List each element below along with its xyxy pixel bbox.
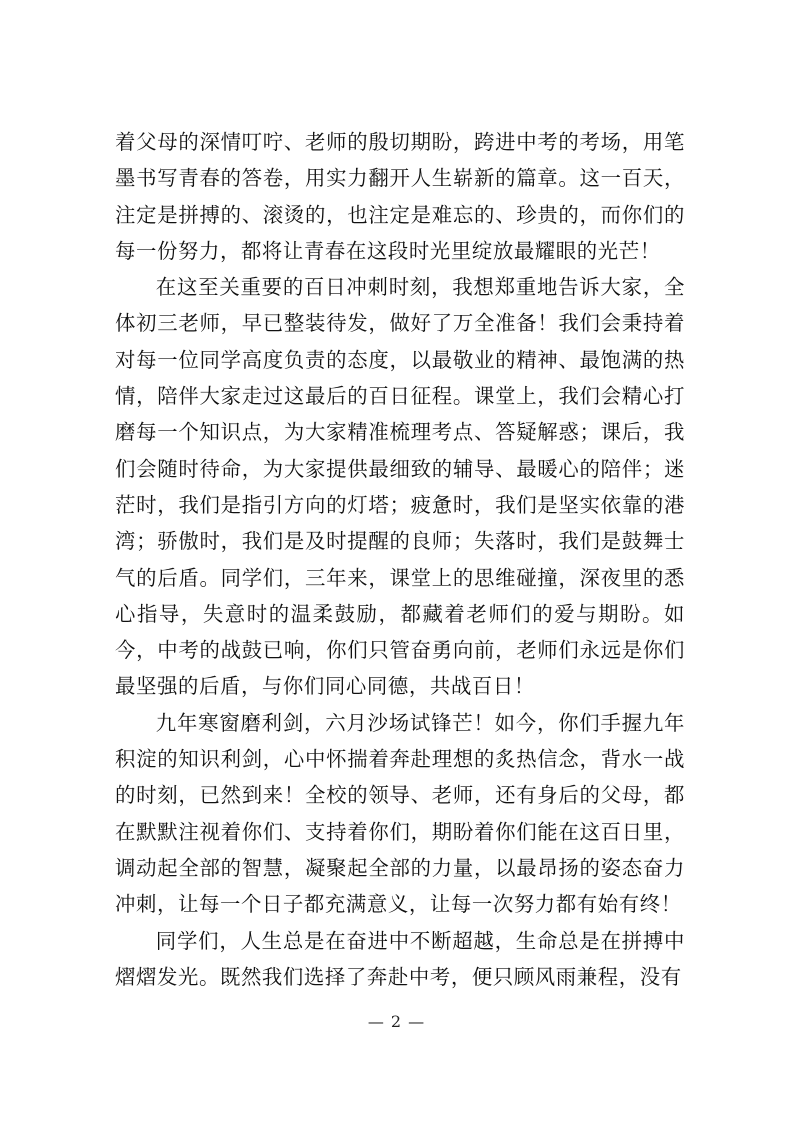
page-number: — 2 —	[367, 1012, 426, 1031]
body-text	[115, 124, 685, 995]
paragraph-4: 同学们，人生总是在奋进中不断超越，生命总是在拼搏中熠熠发光。既然我们选择了奔赴中考，便只顾风雨兼程，没有	[115, 928, 685, 989]
paragraph-2: 在这至关重要的百日冲刺时刻，我想郑重地告诉大家，全体初三老师，早已整装待发，做好了万全准备！我们会秉持着对每一位同学高度负责的态度，以最敬业的精神、最饱满的热情，陪伴大家走过这最后的百日征程。课堂上，我们会精心打磨每一个知识点，为大家精准梳理考点、答疑解惑；课后，我们会随时待命，为大家提供最细致的辅导、最暖心的陪伴；迷茫时，我们是指引方向的灯塔；疲惫时，我们是坚实依靠的港湾；骄傲时，我们是及时提醒的良师；失落时，我们是鼓舞士气的后盾。同学们，三年来，课堂上的思维碰撞，深夜里的悉心指导，失意时的温柔鼓励，都藏着老师们的爱与期盼。如今，中考的战鼓已响，你们只管奋勇向前，老师们永远是你们最坚强的后盾，与你们同心同德，共战百日！	[115, 275, 685, 699]
paragraph-3: 九年寒窗磨利剑，六月沙场试锋芒！如今，你们手握九年积淀的知识利剑，心中怀揣着奔赴理想的炙热信念，背水一战的时刻，已然到来！全校的领导、老师，还有身后的父母，都在默默注视着你们、支持着你们，期盼着你们能在这百日里，调动起全部的智慧，凝聚起全部的力量，以最昂扬的姿态奋力冲刺，让每一个日子都充满意义，让每一次努力都有始有终！	[115, 710, 685, 917]
paragraph-1: 着父母的深情叮咛、老师的殷切期盼，跨进中考的考场，用笔墨书写青春的答卷，用实力翻开人生崭新的篇章。这一百天，注定是拼搏的、滚烫的，也注定是难忘的、珍贵的，而你们的每一份努力，都将让青春在这段时光里绽放最耀眼的光芒！	[115, 130, 685, 263]
